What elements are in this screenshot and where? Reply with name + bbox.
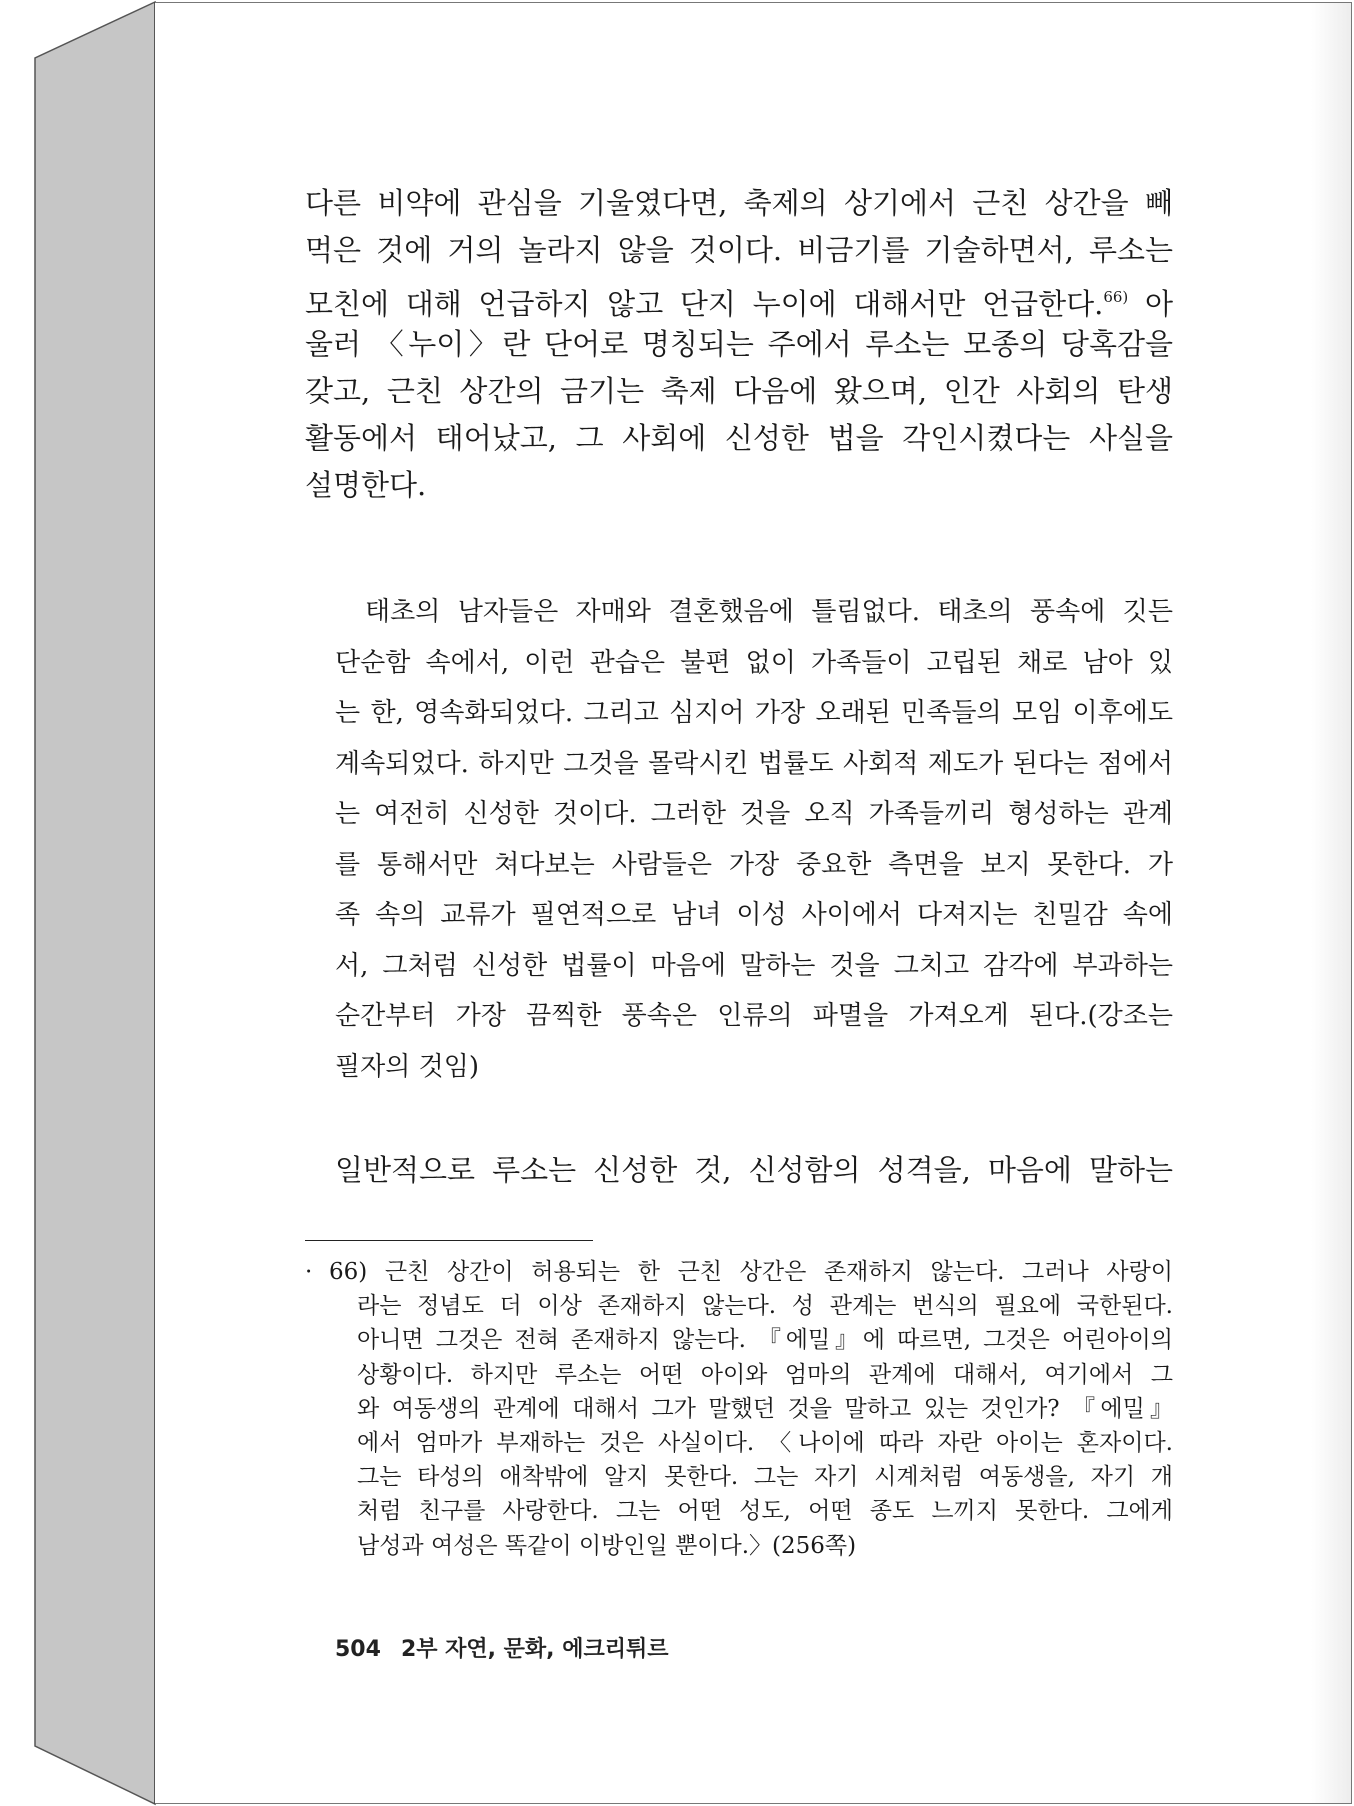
quote-line: 족 속의 교류가 필연적으로 남녀 이성 사이에서 다져지는 친밀감 속에 [335,900,1173,930]
quote-line: 는 한, 영속화되었다. 그리고 심지어 가장 오래된 민족들의 모임 이후에도 [335,698,1173,728]
footnote-line: 처럼 친구를 사랑한다. 그는 어떤 성도, 어떤 종도 느끼지 못한다. 그에게 [357,1498,1173,1525]
quote-line: 태초의 남자들은 자매와 결혼했음에 틀림없다. 태초의 풍속에 깃든 [365,597,1173,627]
body-line-with-footnote [305,274,1173,321]
footnote-line [305,1255,1173,1289]
page-number: 504 [335,1637,381,1662]
footnote-divider [305,1240,593,1241]
footnote-bullet: · [305,1259,313,1285]
footnote-line: 에서 엄마가 부재하는 것은 사실이다. 〈나이에 따라 자란 아이는 혼자이다. [357,1429,1173,1456]
body-line: 갖고, 근친 상간의 금기는 축제 다음에 왔으며, 인간 사회의 탄생 [305,374,1173,408]
footnote-line: 와 여동생의 관계에 대해서 그가 말했던 것을 말하고 있는 것인가? 『에밀』 [357,1395,1173,1422]
footnote-line: 라는 정념도 더 이상 존재하지 않는다. 성 관계는 번식의 필요에 국한된다. [357,1293,1173,1320]
body-line: 다른 비약에 관심을 기울였다면, 축제의 상기에서 근친 상간을 빼 [305,186,1173,220]
page-footer [335,1632,668,1663]
block-quote [335,587,1173,1092]
body-line: 울러 〈누이〉란 단어로 명칭되는 주에서 루소는 모종의 당혹감을 [305,327,1173,361]
footnote-text: 66) 근친 상간이 허용되는 한 근친 상간은 존재하지 않는다. 그러나 사랑이 [329,1259,1173,1285]
footnote [305,1255,1173,1563]
footnote-line: 상황이다. 하지만 루소는 어떤 아이와 엄마의 관계에 대해서, 여기에서 그 [357,1361,1173,1388]
quote-line: 계속되었다. 하지만 그것을 몰락시킨 법률도 사회적 제도가 된다는 점에서 [335,748,1173,779]
body-line: 설명한다. [305,468,427,502]
quote-line: 서, 그처럼 신성한 법률이 마음에 말하는 것을 그치고 감각에 부과하는 [335,950,1173,981]
quote-line: 를 통해서만 쳐다보는 사람들은 가장 중요한 측면을 보지 못한다. 가 [335,849,1173,880]
body-paragraph-1 [305,180,1173,509]
body-line: 활동에서 태어났고, 그 사회에 신성한 법을 각인시켰다는 사실을 [305,421,1173,455]
body-line-tail: 아 [1128,287,1173,321]
footnote-line: 그는 타성의 애착밖에 알지 못한다. 그는 자기 시계처럼 여동생을, 자기 개 [357,1464,1173,1491]
page-stack-side [35,2,155,1804]
running-head: 2부 자연, 문화, 에크리튀르 [400,1637,669,1662]
body-paragraph-2: 일반적으로 루소는 신성한 것, 신성함의 성격을, 마음에 말하는 [335,1153,1173,1187]
body-line: 먹은 것에 거의 놀라지 않을 것이다. 비금기를 기술하면서, 루소는 [305,233,1173,267]
footnote-reference: 66) [1103,288,1129,306]
quote-line: 필자의 것임) [335,1051,479,1082]
footnote-line: 아니면 그것은 전혀 존재하지 않는다. 『에밀』에 따르면, 그것은 어린아이의 [357,1327,1173,1354]
quote-line: 단순함 속에서, 이런 관습은 불편 없이 가족들이 고립된 채로 남아 있 [335,647,1173,678]
quote-line: 순간부터 가장 끔찍한 풍속은 인류의 파멸을 가져오게 된다.(강조는 [335,1001,1173,1031]
body-line-text: 모친에 대해 언급하지 않고 단지 누이에 대해서만 언급한다. [305,287,1104,321]
quote-line: 는 여전히 신성한 것이다. 그러한 것을 오직 가족들끼리 형성하는 관계 [335,799,1173,829]
footnote-line: 남성과 여성은 똑같이 이방인일 뿐이다.〉(256쪽) [357,1532,857,1559]
